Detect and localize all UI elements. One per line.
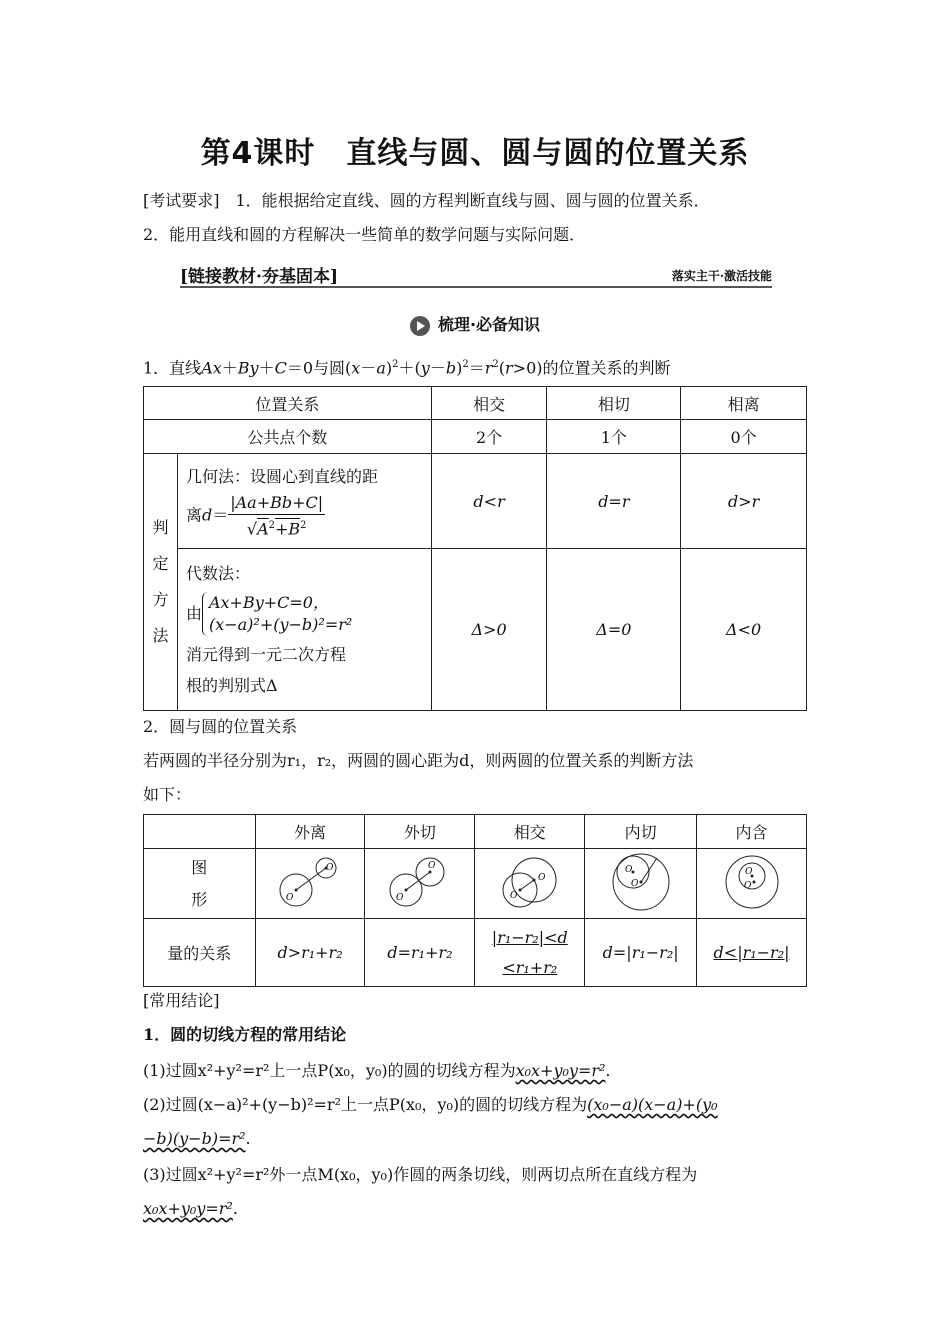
geometric-method-text2: 离 xyxy=(185,505,202,525)
banner-left: [链接教材·夯基固本] xyxy=(180,267,339,287)
conclusion-1-p2-cont: −b)(y−b)=r². xyxy=(143,1129,251,1148)
play-icon xyxy=(410,316,430,336)
header-cell: 相离 xyxy=(681,387,807,420)
c1-p1-answer: x₀x+y₀y=r² xyxy=(515,1061,606,1080)
svg-text:O: O xyxy=(427,860,436,871)
algebraic-label: 代数法： xyxy=(185,564,250,583)
paragraph-2-cont: 如下： xyxy=(143,785,192,804)
relation-cell: d>r₁+r₂ xyxy=(255,919,365,987)
conclusion-1-p2 xyxy=(143,1094,718,1116)
svg-text:O: O xyxy=(743,880,751,891)
circles-intersect-diagram xyxy=(490,850,570,914)
method-label xyxy=(144,454,178,711)
relation-intersect-line2: <r₁+r₂ xyxy=(502,957,558,977)
algebraic-you: 由 xyxy=(185,604,202,623)
conclusion-1-p3-cont: x₀x+y₀y=r². xyxy=(143,1199,238,1218)
c1-p2-answer-b: −b)(y−b)=r² xyxy=(143,1129,246,1148)
exam-requirement-label: [考试要求] xyxy=(143,191,220,210)
header-cell: 外切 xyxy=(365,815,475,849)
conclusion-1-p3: (3)过圆x²+y²=r²外一点M(x₀，y₀)作圆的两条切线，则两切点所在直线方程为 xyxy=(143,1165,698,1184)
conclusion-1-p1: (1)过圆x²+y²=r²上一点P(x₀，y₀)的圆的切线方程为x₀x+y₀y=r². xyxy=(143,1061,611,1080)
common-conclusion-label: [常用结论] xyxy=(143,991,220,1010)
figure-label xyxy=(144,849,256,919)
count-cell: 1个 xyxy=(547,420,681,454)
distance-formula: 离d＝ $\frac{|Aa+Bb+C|}{√A^2+B^2}$ xyxy=(185,492,324,539)
heading-1: 1．直线Ax＋By＋C＝0与圆$(x-a)^2+(y-b)^2=r^2(r>0)$的位置关系的判断 xyxy=(143,358,671,378)
svg-text:O: O xyxy=(624,864,633,875)
figure-label-1: 图 xyxy=(191,857,208,877)
count-cell: 2个 xyxy=(431,420,547,454)
line-equation: Ax xyxy=(201,358,222,378)
result-cell: d=r xyxy=(547,454,681,549)
algebraic-text1: 消元得到一元二次方程 xyxy=(185,645,346,664)
circles-separate-diagram xyxy=(270,850,350,914)
heading-1-mid: 与圆 xyxy=(313,358,346,378)
method-label-text: 判定方法 xyxy=(152,518,169,645)
banner-right: 落实主干·激活技能 xyxy=(671,269,772,283)
page-title: 第4课时 直线与圆、圆与圆的位置关系 xyxy=(200,136,750,171)
figure-label-2: 形 xyxy=(191,889,208,909)
figure-contain xyxy=(697,849,807,919)
svg-text:O: O xyxy=(326,862,334,873)
header-cell: 相交 xyxy=(475,815,585,849)
result-cell: d>r xyxy=(681,454,807,549)
paragraph-2: 若两圆的半径分别为r₁，r₂，两圆的圆心距为d，则两圆的位置关系的判断方法 xyxy=(143,751,694,770)
heading-2: 2．圆与圆的位置关系 xyxy=(143,717,298,736)
section-banner xyxy=(180,262,772,288)
header-cell: 相切 xyxy=(547,387,681,420)
svg-text:O: O xyxy=(630,878,639,889)
row-label: 公共点个数 xyxy=(144,420,432,454)
geometric-method xyxy=(177,454,431,549)
c1-p1-text: (1)过圆x²+y²=r²上一点P(x₀，y₀)的圆的切线方程为 xyxy=(143,1061,516,1080)
relation-cell: d<|r₁−r₂| xyxy=(697,919,807,987)
circles-external-tangent-diagram xyxy=(380,850,460,914)
svg-text:O: O xyxy=(286,892,294,903)
c1-p3-answer: x₀x+y₀y=r² xyxy=(143,1199,233,1218)
equation-system xyxy=(186,589,423,639)
svg-text:O: O xyxy=(509,890,518,901)
figure-intersect xyxy=(475,849,585,919)
header-cell: 位置关系 xyxy=(144,387,432,420)
header-cell: 外离 xyxy=(255,815,365,849)
header-cell-empty xyxy=(144,815,256,849)
section-heading xyxy=(0,312,950,336)
svg-text:O: O xyxy=(744,866,752,877)
relation-label: 量的关系 xyxy=(144,919,256,987)
relation-intersect-line1: |r₁−r₂|<d xyxy=(491,927,568,947)
figure-separate xyxy=(255,849,365,919)
section-heading-text: 梳理·必备知识 xyxy=(437,315,541,334)
relation-cell: d=r₁+r₂ xyxy=(365,919,475,987)
relation-cell xyxy=(475,919,585,987)
c1-p2-answer-a: (x₀−a)(x−a)+(y₀ xyxy=(587,1095,718,1114)
result-cell: Δ=0 xyxy=(547,549,681,711)
line-circle-table xyxy=(143,386,807,711)
result-cell: Δ<0 xyxy=(681,549,807,711)
equation-2: (x−a)²+(y−b)²=r² xyxy=(208,615,353,634)
svg-text:O: O xyxy=(537,872,546,883)
conclusion-1-title: 1．圆的切线方程的常用结论 xyxy=(143,1025,347,1044)
algebraic-text2: 根的判别式Δ xyxy=(185,676,278,695)
heading-1-prefix: 1．直线 xyxy=(143,358,202,378)
equation-1: Ax+By+C=0， xyxy=(208,593,329,612)
header-cell: 内含 xyxy=(697,815,807,849)
figure-external-tangent xyxy=(365,849,475,919)
exam-requirement-line2: 2．能用直线和圆的方程解决一些简单的数学问题与实际问题． xyxy=(143,225,586,244)
circle-circle-table xyxy=(143,814,807,987)
figure-internal-tangent xyxy=(585,849,697,919)
relation-cell: d=|r₁−r₂| xyxy=(585,919,697,987)
exam-requirement-line1: 1．能根据给定直线、圆的方程判断直线与圆、圆与圆的位置关系． xyxy=(219,191,710,210)
geometric-method-text: 几何法：设圆心到直线的距 xyxy=(185,466,378,486)
circles-contain-diagram xyxy=(712,850,792,914)
heading-1-suffix: 的位置关系的判断 xyxy=(542,358,671,378)
circles-internal-tangent-diagram xyxy=(601,850,681,914)
header-cell: 内切 xyxy=(585,815,697,849)
header-cell: 相交 xyxy=(431,387,547,420)
exam-requirement xyxy=(143,190,710,212)
count-cell: 0个 xyxy=(681,420,807,454)
result-cell: d<r xyxy=(431,454,547,549)
result-cell: Δ>0 xyxy=(431,549,547,711)
c1-p2-text: (2)过圆(x−a)²+(y−b)²=r²上一点P(x₀，y₀)的圆的切线方程为 xyxy=(143,1095,588,1114)
algebraic-method xyxy=(177,549,431,711)
svg-text:O: O xyxy=(395,892,404,903)
